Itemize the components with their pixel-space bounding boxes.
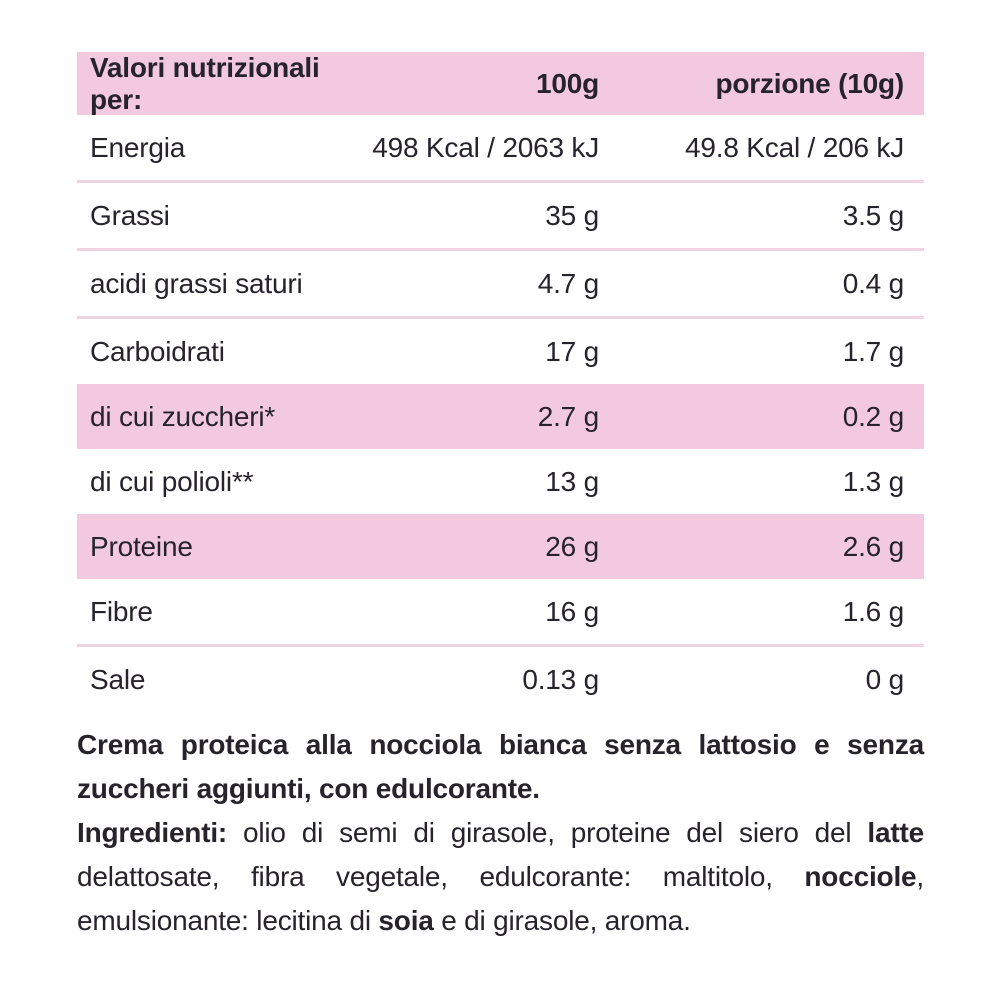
row-label: Sale [90, 663, 146, 695]
row-label: di cui polioli** [90, 465, 254, 497]
row-label: acidi grassi saturi [90, 267, 303, 299]
row-label: Fibre [90, 595, 153, 627]
row-value-100g: 2.7 g [537, 400, 599, 432]
ingredient-emphasis: Ingredienti: [77, 817, 228, 848]
row-value-portion: 0 g [865, 663, 904, 695]
row-value-100g: 17 g [545, 335, 599, 367]
row-value-portion: 2.6 g [842, 530, 904, 562]
table-row-grassi [77, 183, 924, 251]
table-row-grassi-saturi [77, 251, 924, 319]
table-header-row [77, 52, 924, 115]
ingredient-text: delattosate, fibra vegetale, edulcorante: maltitolo, [77, 861, 805, 892]
ingredient-text: olio di semi di girasole, proteine del siero del [227, 817, 868, 848]
table-row-carboidrati [77, 319, 924, 384]
ingredient-emphasis: latte [867, 817, 924, 848]
row-value-portion: 0.4 g [842, 267, 904, 299]
row-value-portion: 0.2 g [842, 400, 904, 432]
product-description [77, 723, 924, 943]
ingredient-emphasis: soia [378, 905, 434, 936]
row-label: Energia [90, 131, 186, 163]
row-value-portion: 1.6 g [842, 595, 904, 627]
row-value-100g: 498 Kcal / 2063 kJ [372, 131, 599, 163]
ingredient-emphasis: nocciole [804, 861, 917, 892]
table-row-sale [77, 647, 924, 712]
row-value-portion: 3.5 g [842, 199, 904, 231]
row-value-100g: 0.13 g [522, 663, 599, 695]
nutrition-label [77, 52, 924, 943]
row-value-100g: 4.7 g [537, 267, 599, 299]
row-value-portion: 49.8 Kcal / 206 kJ [685, 131, 904, 163]
ingredient-text: e di girasole, aroma. [433, 905, 691, 936]
description-intro: Crema proteica alla nocciola bianca senza lattosio e senza zuccheri aggiunti, con edulcorante. [77, 729, 924, 804]
ingredient-text: , emulsionante: lecitina di [77, 861, 924, 936]
table-row-polioli [77, 449, 924, 514]
row-value-100g: 35 g [545, 199, 599, 231]
header-nutrients-label: Valori nutrizionali per: [90, 52, 320, 115]
row-value-100g: 16 g [545, 595, 599, 627]
row-label: Carboidrati [90, 335, 225, 367]
row-value-portion: 1.3 g [842, 465, 904, 497]
table-row-energia [77, 115, 924, 183]
header-per-100g-label: 100g [535, 68, 599, 99]
row-value-100g: 13 g [545, 465, 599, 497]
table-row-zuccheri [77, 384, 924, 449]
table-row-proteine [77, 514, 924, 579]
nutrition-table [77, 52, 924, 712]
table-row-fibre [77, 579, 924, 647]
row-label: di cui zuccheri* [90, 400, 276, 432]
row-label: Proteine [90, 530, 193, 562]
row-label: Grassi [90, 199, 170, 231]
header-portion-label: porzione (10g) [715, 68, 904, 99]
ingredients-text [77, 811, 924, 943]
row-value-100g: 26 g [545, 530, 599, 562]
row-value-portion: 1.7 g [842, 335, 904, 367]
